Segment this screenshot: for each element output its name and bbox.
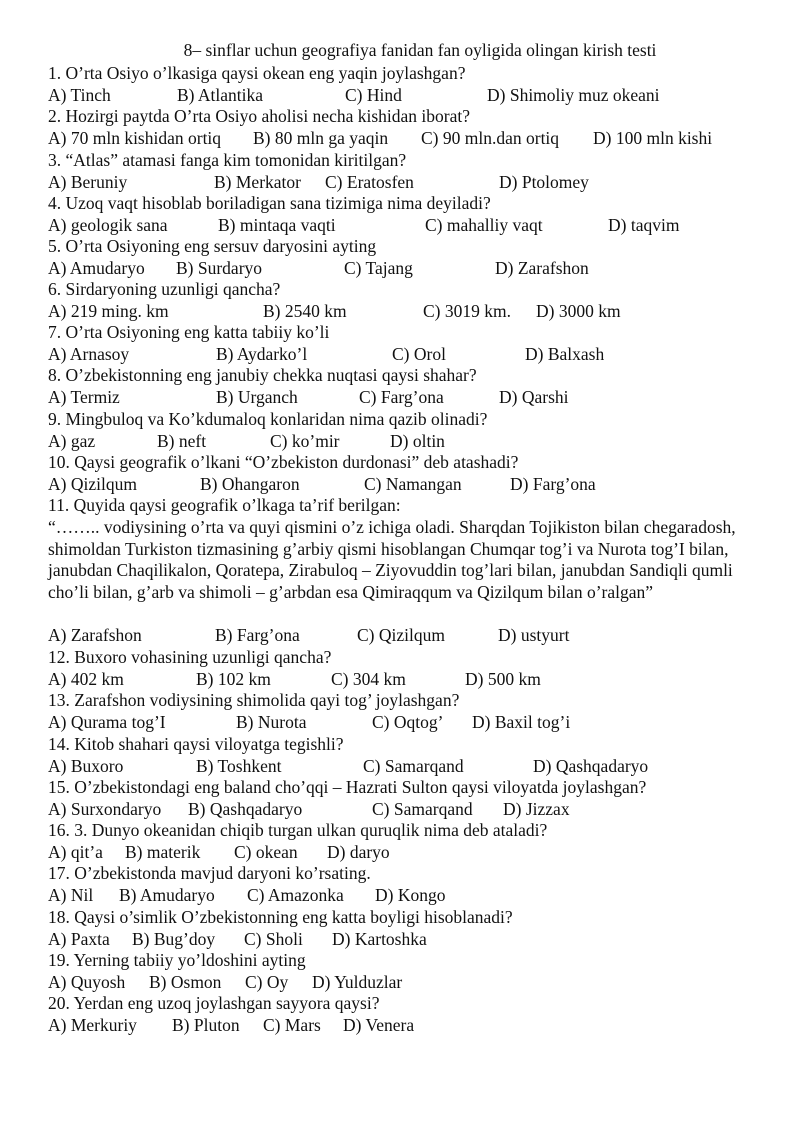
q13-option-b: B) Nurota — [236, 712, 307, 732]
question-7: 7. O’rta Osiyoning eng katta tabiiy ko’li — [48, 322, 330, 342]
q4-option-d: D) taqvim — [608, 215, 680, 235]
question-2: 2. Hozirgi paytda O’rta Osiyo aholisi necha kishidan iborat? — [48, 106, 470, 126]
q4-option-b: B) mintaqa vaqti — [218, 215, 336, 235]
q3-option-b: B) Merkator — [214, 172, 301, 192]
q14-option-a: A) Buxoro — [48, 756, 124, 776]
q7-option-a: A) Arnasoy — [48, 344, 130, 364]
q8-option-b: B) Urganch — [216, 387, 298, 407]
q11-option-b: B) Farg’ona — [215, 625, 300, 645]
q2-option-b: B) 80 mln ga yaqin — [253, 128, 389, 148]
q20-option-a: A) Merkuriy — [48, 1015, 137, 1035]
q12-option-d: D) 500 km — [465, 669, 541, 689]
question-8: 8. O’zbekistonning eng janubiy chekka nuqtasi qaysi shahar? — [48, 365, 477, 385]
q8-option-d: D) Qarshi — [499, 387, 569, 407]
q5-option-a: A) Amudaryo — [48, 258, 145, 278]
question-20: 20. Yerdan eng uzoq joylashgan sayyora qaysi? — [48, 993, 380, 1013]
q14-option-c: C) Samarqand — [363, 756, 464, 776]
q6-option-a: A) 219 ming. km — [48, 301, 169, 321]
q13-option-a: A) Qurama tog’I — [48, 712, 166, 732]
q11-passage: “…….. vodiysining o’rta va quyi qismini o’z ichiga oladi. Sharqdan Tojikiston bilan chegaradosh, shimoldan Turkiston tizmasining g’arbiy qismi hisoblangan Chumqar tog’i va Nurota tog’I bilan, janubdan Chaqilikalon, Qoratepa, Zirabuloq – Ziyovuddin tog’lari bilan, janubdan Sandiqli qumli cho’li bilan, g’arb va shimoli – g’arbdan esa Qimiraqqum va Qizilqum bilan o’ralgan” — [48, 517, 736, 602]
question-6: 6. Sirdaryoning uzunligi qancha? — [48, 279, 281, 299]
q15-option-c: C) Samarqand — [372, 799, 473, 819]
q3-option-c: C) Eratosfen — [325, 172, 414, 192]
q8-option-c: C) Farg’ona — [359, 387, 444, 407]
q15-option-a: A) Surxondaryo — [48, 799, 162, 819]
q2-option-a: A) 70 mln kishidan ortiq — [48, 128, 222, 148]
q10-option-a: A) Qizilqum — [48, 474, 137, 494]
q4-option-a: A) geologik sana — [48, 215, 168, 235]
q1-option-d: D) Shimoliy muz okeani — [487, 85, 660, 105]
q2-option-c: C) 90 mln.dan ortiq — [421, 128, 560, 148]
question-12: 12. Buxoro vohasining uzunligi qancha? — [48, 647, 332, 667]
q15-option-b: B) Qashqadaryo — [188, 799, 303, 819]
question-19: 19. Yerning tabiiy yo’ldoshini ayting — [48, 950, 306, 970]
q5-option-d: D) Zarafshon — [495, 258, 589, 278]
q20-option-c: C) Mars — [263, 1015, 321, 1035]
q14-option-b: B) Toshkent — [196, 756, 282, 776]
q20-option-d: D) Venera — [343, 1015, 415, 1035]
q12-option-a: A) 402 km — [48, 669, 124, 689]
q17-option-b: B) Amudaryo — [119, 885, 215, 905]
q1-option-c: C) Hind — [345, 85, 402, 105]
q12-option-b: B) 102 km — [196, 669, 271, 689]
question-17: 17. O’zbekistonda mavjud daryoni ko’rsating. — [48, 863, 371, 883]
question-18: 18. Qaysi o’simlik O’zbekistonning eng katta boyligi hisoblanadi? — [48, 907, 513, 927]
q19-option-d: D) Yulduzlar — [312, 972, 403, 992]
q1-option-a: A) Tinch — [48, 85, 111, 105]
q19-option-b: B) Osmon — [149, 972, 222, 992]
question-16: 16. 3. Dunyo okeanidan chiqib turgan ulkan quruqlik nima deb ataladi? — [48, 820, 548, 840]
q17-option-d: D) Kongo — [375, 885, 446, 905]
q10-option-b: B) Ohangaron — [200, 474, 300, 494]
question-15: 15. O’zbekistondagi eng baland cho’qqi – Hazrati Sulton qaysi viloyatda joylashgan? — [48, 777, 647, 797]
q12-option-c: C) 304 km — [331, 669, 406, 689]
q16-option-a: A) qit’a — [48, 842, 103, 862]
question-11: 11. Quyida qaysi geografik o’lkaga ta’rif berilgan: — [48, 495, 401, 515]
question-5: 5. O’rta Osiyoning eng sersuv daryosini ayting — [48, 236, 377, 256]
q10-option-c: C) Namangan — [364, 474, 462, 494]
q11-option-c: C) Qizilqum — [357, 625, 445, 645]
q15-option-d: D) Jizzax — [503, 799, 570, 819]
q19-option-c: C) Oy — [245, 972, 289, 992]
q13-option-c: C) Oqtog’ — [372, 712, 444, 732]
q14-option-d: D) Qashqadaryo — [533, 756, 649, 776]
q16-option-b: B) materik — [125, 842, 201, 862]
q6-option-b: B) 2540 km — [263, 301, 347, 321]
q8-option-a: A) Termiz — [48, 387, 120, 407]
q5-option-c: C) Tajang — [344, 258, 413, 278]
question-1: 1. O’rta Osiyo o’lkasiga qaysi okean eng yaqin joylashgan? — [48, 63, 466, 83]
q3-option-a: A) Beruniy — [48, 172, 128, 192]
q11-option-d: D) ustyurt — [498, 625, 570, 645]
q7-option-b: B) Aydarko’l — [216, 344, 308, 364]
q6-option-c: C) 3019 km. — [423, 301, 511, 321]
q10-option-d: D) Farg’ona — [510, 474, 596, 494]
question-3: 3. “Atlas” atamasi fanga kim tomonidan kiritilgan? — [48, 150, 407, 170]
q20-option-b: B) Pluton — [172, 1015, 240, 1035]
q13-option-d: D) Baxil tog’i — [472, 712, 571, 732]
q9-option-a: A) gaz — [48, 431, 96, 451]
test-title: 8– sinflar uchun geografiya fanidan fan oyligida olingan kirish testi — [183, 40, 657, 60]
q5-option-b: B) Surdaryo — [176, 258, 263, 278]
q11-option-a: A) Zarafshon — [48, 625, 142, 645]
q2-option-d: D) 100 mln kishi — [593, 128, 713, 148]
q7-option-c: C) Orol — [392, 344, 446, 364]
question-9: 9. Mingbuloq va Ko’kdumaloq konlaridan nima qazib olinadi? — [48, 409, 488, 429]
q18-option-c: C) Sholi — [244, 929, 303, 949]
q1-option-b: B) Atlantika — [177, 85, 264, 105]
q9-option-d: D) oltin — [390, 431, 445, 451]
q16-option-c: C) okean — [234, 842, 298, 862]
q17-option-a: A) Nil — [48, 885, 94, 905]
q4-option-c: C) mahalliy vaqt — [425, 215, 543, 235]
q16-option-d: D) daryo — [327, 842, 390, 862]
question-4: 4. Uzoq vaqt hisoblab boriladigan sana tizimiga nima deyiladi? — [48, 193, 491, 213]
q18-option-b: B) Bug’doy — [132, 929, 216, 949]
q19-option-a: A) Quyosh — [48, 972, 126, 992]
question-13: 13. Zarafshon vodiysining shimolida qayi tog’ joylashgan? — [48, 690, 460, 710]
question-14: 14. Kitob shahari qaysi viloyatga tegishli? — [48, 734, 344, 754]
question-10: 10. Qaysi geografik o’lkani “O’zbekiston durdonasi” deb atashadi? — [48, 452, 519, 472]
q9-option-c: C) ko’mir — [270, 431, 340, 451]
q18-option-a: A) Paxta — [48, 929, 110, 949]
q9-option-b: B) neft — [157, 431, 207, 451]
q6-option-d: D) 3000 km — [536, 301, 621, 321]
q3-option-d: D) Ptolomey — [499, 172, 589, 192]
q17-option-c: C) Amazonka — [247, 885, 344, 905]
q18-option-d: D) Kartoshka — [332, 929, 427, 949]
q7-option-d: D) Balxash — [525, 344, 605, 364]
